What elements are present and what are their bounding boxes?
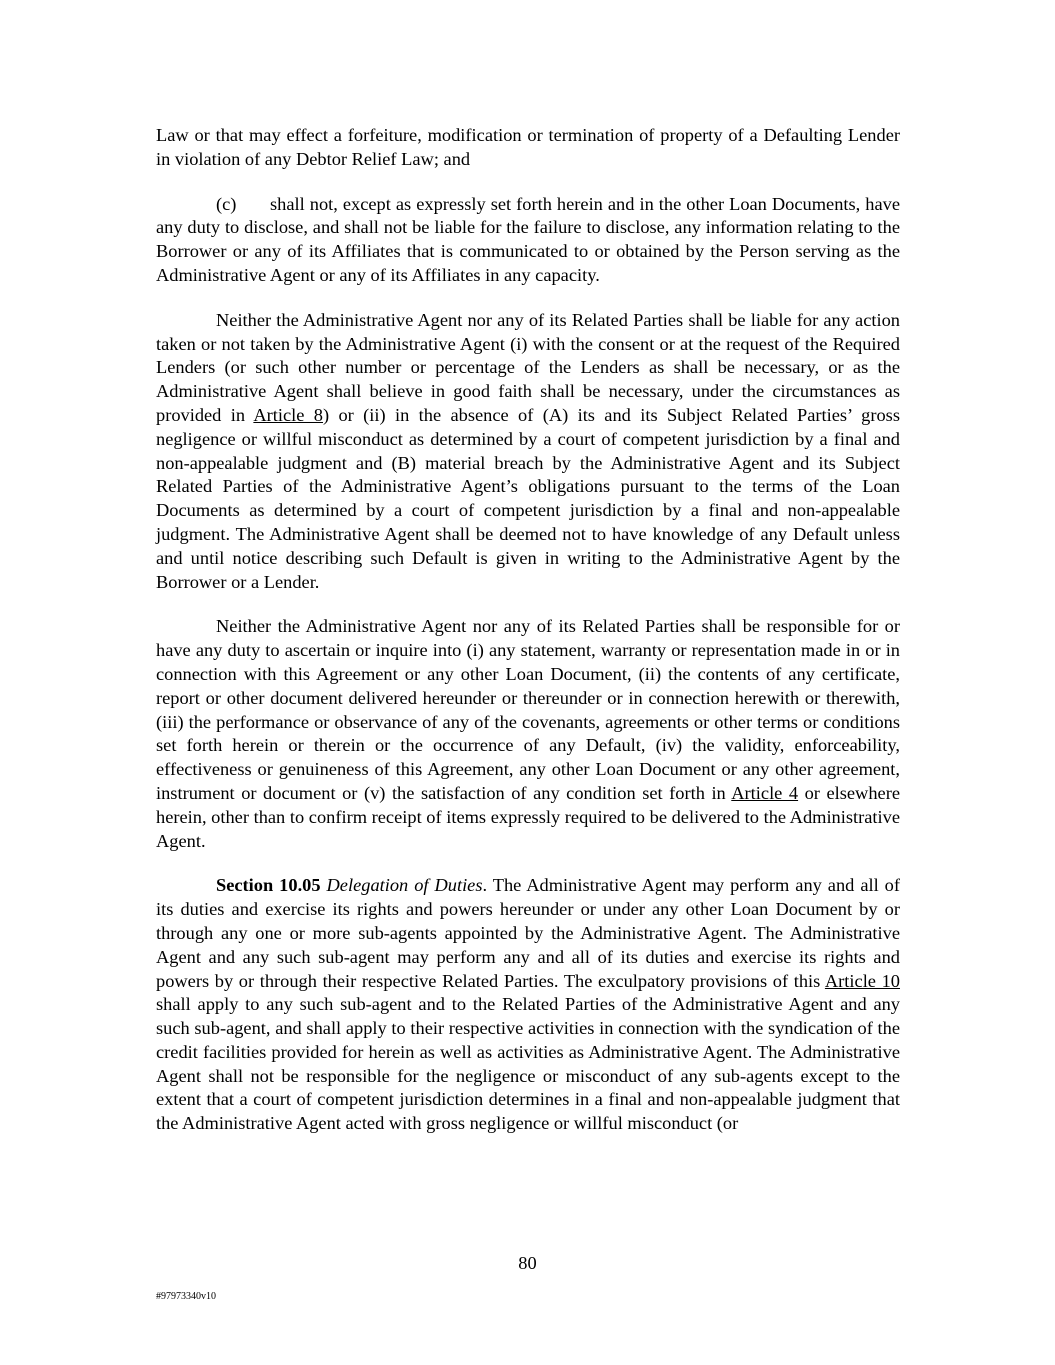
responsibility-paragraph [156,615,900,853]
page-number: 80 [518,1253,537,1273]
section-text-1: . The Administrative Agent may perform any and all of its duties and exercise its rights and powers hereunder or under any other Loan Document by or through any one or more sub-agents appointed by the Administrative Agent. The Administrative Agent and any such sub-agent may perform any and all of its duties and exercise its rights and powers by or through their respective Related Parties. The exculpatory provisions of this [156,875,900,991]
continuation-text: Law or that may effect a forfeiture, modification or termination of property of a Defaulting Lender in violation of any Debtor Relief Law; and [156,125,900,169]
document-id: #97973340v10 [156,1291,216,1302]
liability-text-2: ) or (ii) in the absence of (A) its and its Subject Related Parties’ gross negligence or willful misconduct as determined by a court of competent jurisdiction by a final and non-appealable judgment and (B) material breach by the Administrative Agent and its Subject Related Parties of the Administrative Agent’s obligations pursuant to the terms of the Loan Documents as determined by a court of competent jurisdiction by a final and non-appealable judgment. The Administrative Agent shall be deemed not to have knowledge of any Default unless and until notice describing such Default is given in writing to the Administrative Agent by the Borrower or a Lender. [156,404,900,592]
document-body [156,124,900,1136]
article-4-link[interactable]: Article 4 [731,782,799,803]
section-number: Section 10.05 [216,875,321,896]
section-text-2: shall apply to any such sub-agent and to the Related Parties of the Administrative Agent and any such sub-agent, and shall apply to their respective activities in connection with the syndication of the credit facilities provided for herein as well as activities as Administrative Agent. The Administrative Agent shall not be responsible for the negligence or misconduct of any sub-agents except to the extent that a court of competent jurisdiction determines in a final and non-appealable judgment that the Administrative Agent acted with gross negligence or willful misconduct (or [156,994,900,1134]
responsibility-text-1: Neither the Administrative Agent nor any of its Related Parties shall be responsible for or have any duty to ascertain or inquire into (i) any statement, warranty or representation made in or in connection with this Agreement or any other Loan Document, (ii) the contents of any certificate, report or other document delivered hereunder or thereunder or in connection herewith or therewith, (iii) the performance or observance of any of the covenants, agreements or other terms or conditions set forth herein or therein or the occurrence of any Default, (iv) the validity, enforceability, effectiveness or genuineness of this Agreement, any other Loan Document or any other agreement, instrument or document or (v) the satisfaction of any condition set forth in [156,616,900,803]
article-8-link[interactable]: Article 8 [253,404,323,425]
clause-c-text: shall not, except as expressly set forth herein and in the other Loan Documents, have any duty to disclose, and shall not be liable for the failure to disclose, any information relating to the Borrower or any of its Affiliates that is communicated to or obtained by the Person serving as the Administrative Agent or any of its Affiliates in any capacity. [156,193,900,285]
clause-c-label: (c) [216,193,237,214]
article-10-link[interactable]: Article 10 [824,970,900,991]
section-10-05-paragraph [156,874,900,1136]
continuation-paragraph [156,124,900,172]
liability-text-1: Neither the Administrative Agent nor any of its Related Parties shall be liable for any action taken or not taken by the Administrative Agent (i) with the consent or at the request of the Required Lenders (or such other number or percentage of the Lenders as shall be necessary, or as the Administrative Agent shall believe in good faith shall be necessary, under the circumstances as provided in [156,309,900,425]
section-title: Delegation of Duties [326,875,483,896]
responsibility-text-2: or elsewhere herein, other than to confirm receipt of items expressly required to be delivered to the Administrative Agent. [156,782,900,851]
liability-paragraph [156,309,900,595]
clause-c-paragraph [156,193,900,288]
